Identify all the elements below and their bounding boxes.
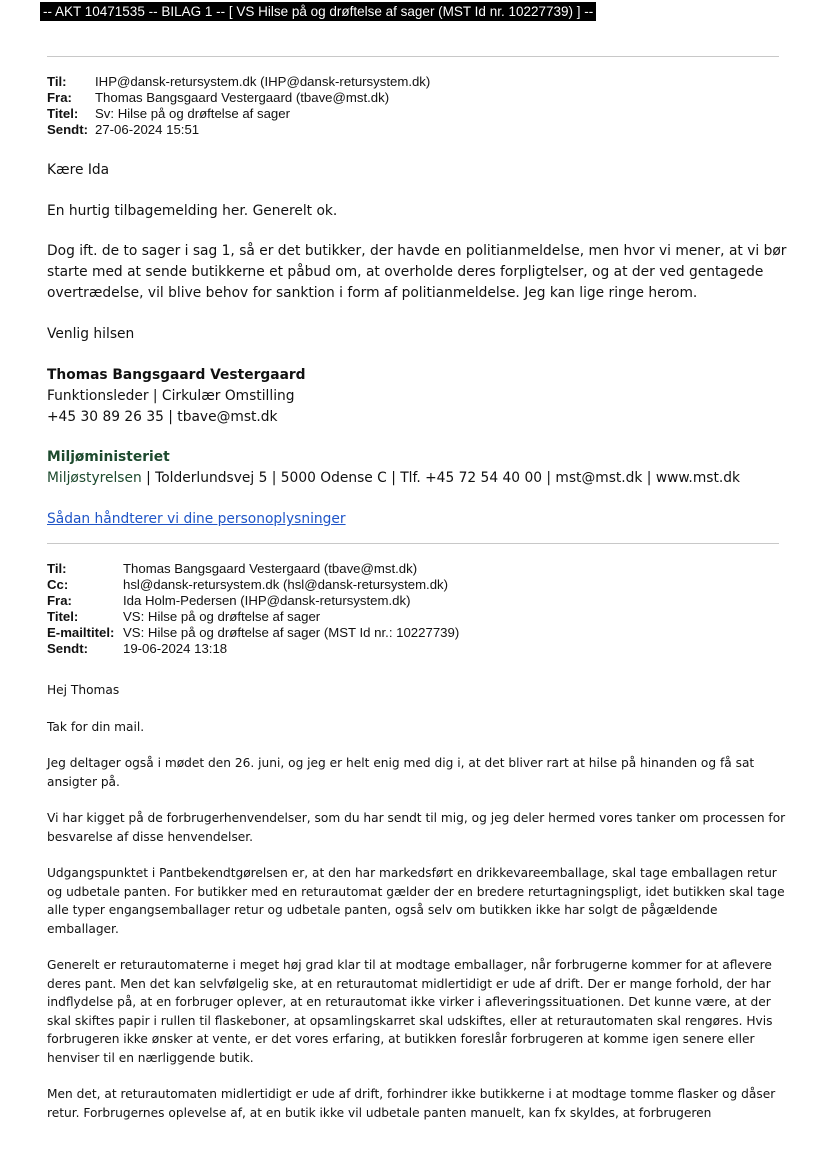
organization-name: Miljøministeriet <box>47 449 170 465</box>
email1-headers <box>47 74 430 138</box>
email2-paragraph-2: Jeg deltager også i mødet den 26. juni, og jeg er helt enig med dig i, at det bliver rart at hilse på hinanden og få sat ansigter på. <box>47 756 755 789</box>
email1-closing: Venlig hilsen <box>47 326 135 342</box>
privacy-link[interactable]: Sådan håndterer vi dine personoplysninger <box>47 511 346 527</box>
email1-header-sent: Sendt: 27-06-2024 15:51 <box>47 122 200 137</box>
email2-body <box>47 681 787 1122</box>
email2-paragraph-4: Udgangspunktet i Pantbekendtgørelsen er, at den har markedsført en drikkevareemballage, skal tage emballagen retur og udbetale panten. For butikker med en returautomat gælder der en bredere returtagningspligt, idet butikken skal tage alle typer engangsemballager retur og udbetale panten, også selv om butikken ikke har solgt de pågældende emballager. <box>47 866 785 936</box>
email2-paragraph-6: Men det, at returautomaten midlertidigt er ude af drift, forhindrer ikke butikkerne i at modtage tomme flasker og dåser retur. Forbrugernes oplevelse af, at en butik ikke vil udbetale panten manuelt, kan fx skyldes, at forbrugeren <box>47 1087 776 1120</box>
email2-header-title: Titel: VS: Hilse på og drøftelse af sager <box>47 609 321 624</box>
divider-top <box>47 56 779 57</box>
divider-middle <box>47 543 779 544</box>
email2-header-to: Til: Thomas Bangsgaard Vestergaard (tbave@mst.dk) <box>47 561 418 576</box>
email2-header-sent: Sendt: 19-06-2024 13:18 <box>47 641 228 656</box>
email2-headers <box>47 561 459 657</box>
email1-paragraph-1: En hurtig tilbagemelding her. Generelt ok. <box>47 203 338 219</box>
email1-greeting: Kære Ida <box>47 162 110 178</box>
organization-sub: Miljøstyrelsen <box>47 470 142 486</box>
organization-address: | Tolderlundsvej 5 | 5000 Odense C | Tlf. +45 72 54 40 00 | mst@mst.dk | www.mst.dk <box>141 470 740 486</box>
email1-header-from: Fra: Thomas Bangsgaard Vestergaard (tbave@mst.dk) <box>47 90 390 105</box>
email2-header-from: Fra: Ida Holm-Pedersen (IHP@dansk-retursystem.dk) <box>47 593 411 608</box>
email2-greeting: Hej Thomas <box>47 683 120 697</box>
email2-paragraph-5: Generelt er returautomaterne i meget høj grad klar til at modtage emballager, når forbrugerne kommer for at aflevere deres pant. Men det kan selvfølgelig ske, at en returautomat midlertidigt er ude af drift. Der er mange forhold, der har indflydelse på, at en forbruger oplever, at en returautomat ikke virker i afleveringssituationen. Det kunne være, at der skal skiftes papir i rullen til flaskeboner, at opsamlingskarret skal udskiftes, eller at returautomaten skal rengøres. Hvis forbrugeren ikke ønsker at vente, er det vores erfaring, at butikken foreslår forbrugeren at komme igen senere eller henviser til en nærliggende butik. <box>47 958 773 1065</box>
email1-header-title: Titel: Sv: Hilse på og drøftelse af sager <box>47 106 290 121</box>
organization-details <box>47 468 787 489</box>
email2-header-email-title: E-mailtitel: VS: Hilse på og drøftelse af sager (MST Id nr.: 10227739) <box>47 625 460 640</box>
privacy-link-row <box>47 509 787 530</box>
document-banner: -- AKT 10471535 -- BILAG 1 -- [ VS Hilse på og drøftelse af sager (MST Id nr. 10227739) ] -- <box>40 2 596 21</box>
signature-name: Thomas Bangsgaard Vestergaard <box>47 367 306 383</box>
email2-paragraph-1: Tak for din mail. <box>47 719 145 734</box>
email1-paragraph-2: Dog ift. de to sager i sag 1, så er det butikker, der havde en politianmeldelse, men hvor vi mener, at vi bør starte med at sende butikkerne et påbud om, at overholde deres forpligtelser, og at der ved gentagede overtrædelse, vil blive behov for sanktion i form af politianmeldelse. Jeg kan lige ringe herom. <box>47 243 787 301</box>
email1-header-to: Til: IHP@dansk-retursystem.dk (IHP@dansk-retursystem.dk) <box>47 74 431 89</box>
email1-body <box>47 160 787 530</box>
email2-header-cc: Cc: hsl@dansk-retursystem.dk (hsl@dansk-retursystem.dk) <box>47 577 449 592</box>
signature-title: Funktionsleder | Cirkulær Omstilling <box>47 388 295 404</box>
signature-contact: +45 30 89 26 35 | tbave@mst.dk <box>47 409 278 425</box>
email2-paragraph-3: Vi har kigget på de forbrugerhenvendelser, som du har sendt til mig, og jeg deler hermed vores tanker om processen for besvarelse af disse henvendelser. <box>47 811 786 844</box>
